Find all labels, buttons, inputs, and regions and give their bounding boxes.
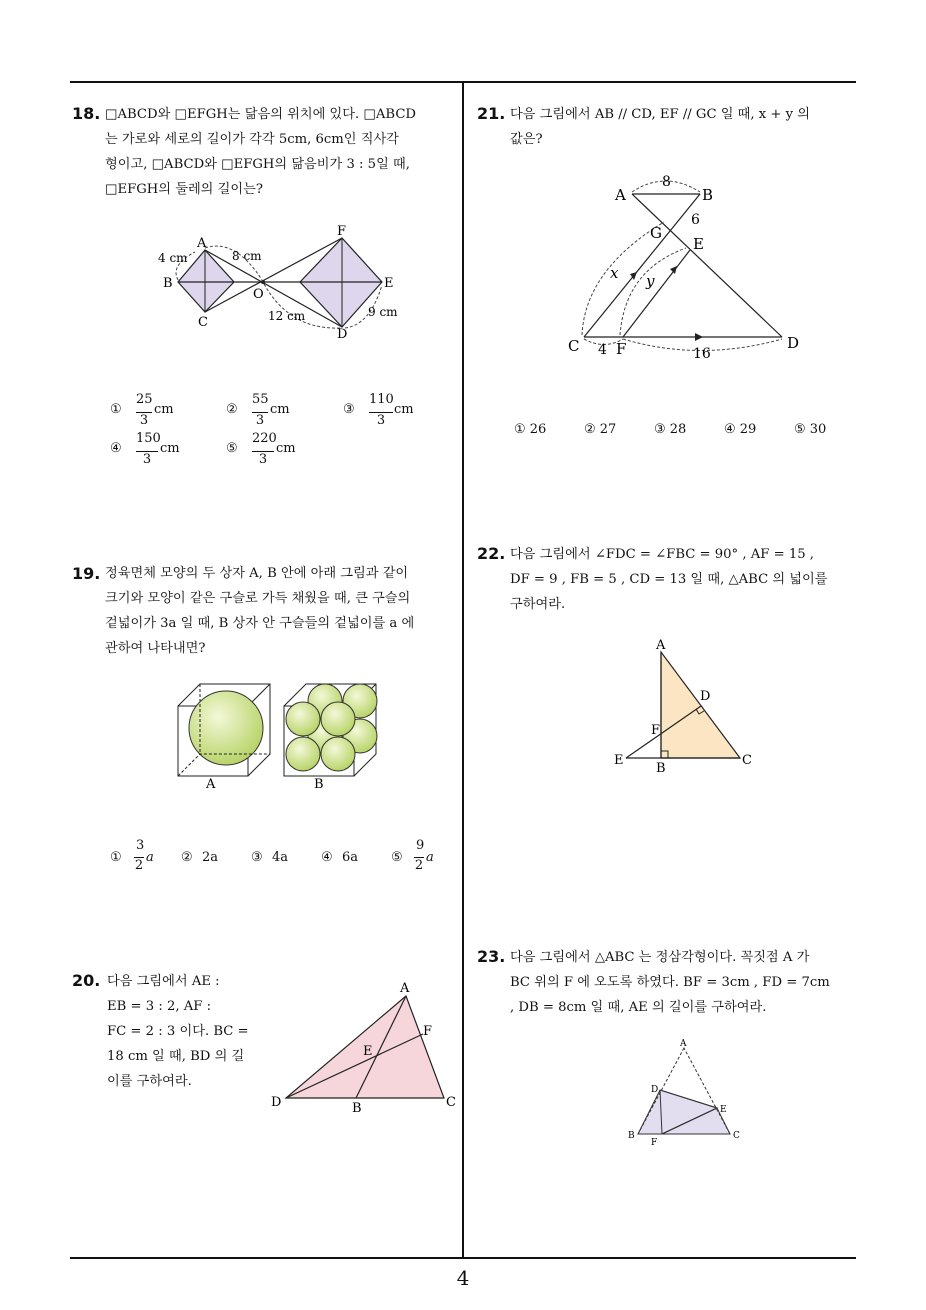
fraction-denominator: 3	[252, 451, 274, 467]
fraction-denominator: 2	[134, 858, 144, 873]
fraction-numerator: 220	[252, 431, 277, 446]
fraction-denominator: 3	[252, 412, 268, 428]
length-label: 4 cm	[158, 251, 188, 265]
triangle-figure-20	[268, 978, 463, 1113]
label-B: B	[352, 1101, 362, 1113]
text-line: 18 cm 일 때, BD 의 길	[107, 1049, 245, 1064]
cube-spheres-figure	[170, 676, 390, 796]
label-D: D	[787, 334, 800, 352]
label-A: A	[197, 236, 207, 251]
text-line: , DB = 8cm 일 때, AE 의 길이를 구하여라.	[510, 1000, 767, 1015]
choice-marker[interactable]: ⑤	[391, 850, 403, 865]
label-F: F	[337, 224, 347, 239]
text-line: 구하여라.	[510, 597, 566, 612]
question-number: 18.	[72, 104, 101, 123]
label-B: B	[656, 761, 666, 776]
text-line: EB = 3 : 2, AF :	[107, 999, 212, 1014]
label-C: C	[733, 1131, 740, 1141]
label-C: C	[198, 315, 208, 330]
question-text	[107, 969, 267, 1094]
question-number: 20.	[72, 971, 101, 990]
question-text	[105, 102, 455, 202]
label-A: A	[206, 777, 216, 792]
label-O: O	[253, 287, 264, 302]
variable: a	[146, 850, 154, 865]
text-line: □ABCD와 □EFGH는 닮음의 위치에 있다. □ABCD	[105, 107, 416, 122]
fraction-numerator: 110	[369, 392, 394, 407]
label-B: B	[628, 1131, 635, 1141]
label-F: F	[651, 723, 661, 738]
label-B: B	[314, 777, 324, 792]
label-A: A	[615, 186, 626, 204]
fraction-denominator: 3	[136, 412, 152, 428]
choice-marker[interactable]: ②	[226, 402, 238, 417]
label-E: E	[720, 1105, 727, 1115]
text-line: FC = 2 : 3 이다. BC =	[107, 1024, 249, 1039]
label-B: B	[163, 276, 173, 291]
label-F: F	[616, 340, 627, 358]
length-label: 16	[693, 346, 711, 362]
length-label: 9 cm	[368, 305, 398, 319]
folded-triangle-figure	[620, 1036, 750, 1151]
question-text	[105, 561, 457, 661]
choice-marker[interactable]: ①	[110, 402, 122, 417]
question-number: 22.	[477, 544, 506, 563]
choice[interactable]: ⑤ 30	[794, 422, 827, 437]
choice[interactable]: ② 27	[584, 422, 617, 437]
choice-value: 2a	[202, 850, 219, 865]
text-line: 관하여 나타내면?	[105, 641, 206, 656]
question-number: 23.	[477, 947, 506, 966]
label-D: D	[337, 327, 348, 342]
unit: cm	[154, 402, 174, 417]
fraction-numerator: 9	[416, 838, 425, 853]
text-line: 다음 그림에서 AE :	[107, 974, 220, 989]
label-D: D	[651, 1085, 659, 1095]
text-line: 이를 구하여라.	[107, 1074, 192, 1089]
text-line: 형이고, □ABCD와 □EFGH의 닮음비가 3 : 5일 때,	[105, 157, 410, 172]
fraction-numerator: 150	[136, 431, 161, 446]
choice-marker[interactable]: ④	[110, 441, 122, 456]
choice[interactable]: ④ 29	[724, 422, 757, 437]
question-text	[510, 102, 860, 152]
page-number: 4	[456, 1266, 470, 1290]
text-line: 겉넓이가 3a 일 때, B 상자 안 구슬들의 겉넓이를 a 에	[105, 616, 415, 631]
unit: cm	[270, 402, 290, 417]
label-A: A	[680, 1039, 687, 1049]
choice-marker[interactable]: ③	[251, 850, 263, 865]
choice[interactable]: ③ 28	[654, 422, 687, 437]
label-B: B	[702, 186, 714, 204]
label-E: E	[614, 753, 624, 768]
label-A: A	[656, 638, 666, 653]
text-line: 는 가로와 세로의 길이가 각각 5cm, 6cm인 직사각	[105, 132, 399, 147]
choice-marker[interactable]: ⑤	[226, 441, 238, 456]
length-label: 8	[662, 174, 671, 190]
label-A: A	[400, 981, 410, 996]
choice[interactable]: ① 26	[514, 422, 547, 437]
fraction-denominator: 3	[136, 451, 158, 467]
variable: a	[426, 850, 434, 865]
choice-marker[interactable]: ①	[110, 850, 122, 865]
label-C: C	[446, 1095, 456, 1110]
unit: cm	[276, 441, 296, 456]
text-line: 크기와 모양이 같은 구슬로 가득 채웠을 때, 큰 구슬의	[105, 591, 411, 606]
label-D: D	[700, 689, 711, 704]
length-label: 4	[598, 342, 607, 358]
text-line: 다음 그림에서 AB // CD, EF // GC 일 때, x + y 의	[510, 107, 811, 122]
label-E: E	[363, 1044, 373, 1059]
choice-marker[interactable]: ④	[321, 850, 333, 865]
label-x: x	[610, 264, 619, 282]
question-text	[510, 945, 862, 1020]
unit: cm	[160, 441, 180, 456]
label-G: G	[650, 224, 662, 242]
question-number: 21.	[477, 104, 506, 123]
label-y: y	[646, 272, 655, 290]
choice-marker[interactable]: ②	[181, 850, 193, 865]
label-E: E	[693, 235, 704, 253]
fraction-denominator: 3	[369, 412, 393, 428]
parallel-lines-figure	[560, 170, 810, 365]
text-line: □EFGH의 둘레의 길이는?	[105, 182, 263, 197]
text-line: 정육면체 모양의 두 상자 A, B 안에 아래 그림과 같이	[105, 566, 409, 581]
fraction-numerator: 25	[136, 392, 153, 407]
length-label: 8 cm	[232, 249, 262, 263]
label-D: D	[271, 1095, 282, 1110]
question-number: 19.	[72, 564, 101, 583]
text-line: 값은?	[510, 132, 543, 147]
label-C: C	[742, 753, 752, 768]
similar-quadrilaterals-figure	[150, 220, 410, 345]
label-C: C	[568, 337, 580, 355]
label-F: F	[651, 1138, 658, 1148]
text-line: DF = 9 , FB = 5 , CD = 13 일 때, △ABC 의 넓이를	[510, 572, 828, 587]
choice-marker[interactable]: ③	[343, 402, 355, 417]
unit: cm	[394, 402, 414, 417]
fraction-numerator: 55	[252, 392, 269, 407]
label-F: F	[423, 1024, 433, 1039]
label-E: E	[384, 276, 394, 291]
length-label: 12 cm	[268, 309, 306, 323]
choice-value: 4a	[272, 850, 289, 865]
text-line: BC 위의 F 에 오도록 하였다. BF = 3cm , FD = 7cm	[510, 975, 830, 990]
bottom-rule	[70, 1257, 856, 1259]
length-label: 6	[691, 212, 700, 228]
text-line: 다음 그림에서 ∠FDC = ∠FBC = 90° , AF = 15 ,	[510, 547, 814, 562]
choice-value: 6a	[342, 850, 359, 865]
question-text	[510, 542, 862, 617]
fraction-numerator: 3	[136, 838, 145, 853]
fraction-denominator: 2	[414, 858, 424, 873]
text-line: 다음 그림에서 △ABC 는 정삼각형이다. 꼭짓점 A 가	[510, 950, 810, 965]
right-triangle-figure	[608, 636, 763, 776]
